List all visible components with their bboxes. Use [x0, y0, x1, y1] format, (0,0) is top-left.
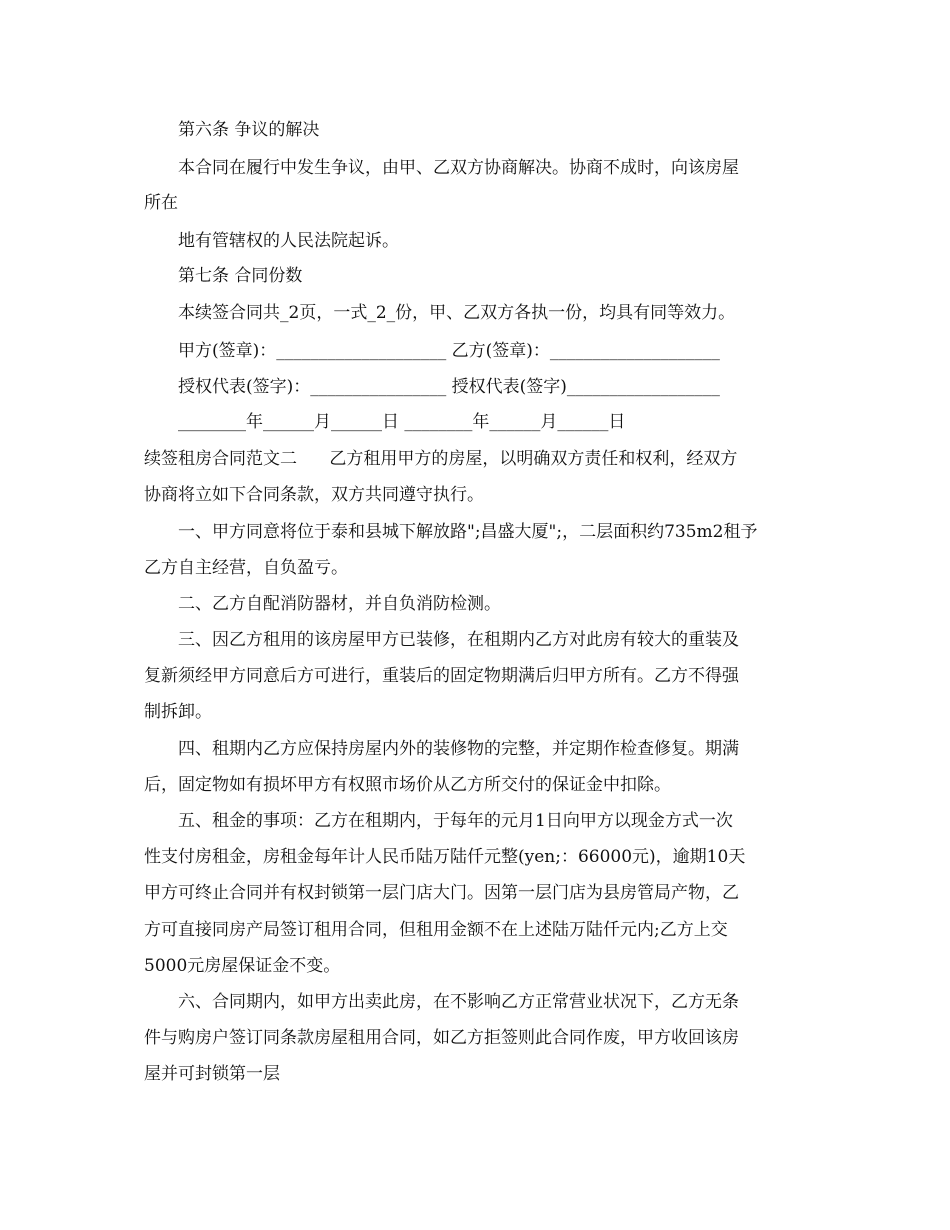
paragraph-line: 本合同在履行中发生争议，由甲、乙双方协商解决。协商不成时，向该房屋 — [178, 158, 739, 178]
paragraph-line: 五、租金的事项：乙方在租期内，于每年的元月1日向甲方以现金方式一次 — [178, 811, 733, 831]
paragraph-line: 屋并可封锁第一层 — [144, 1064, 280, 1084]
paragraph-line: 制拆卸。 — [144, 702, 212, 722]
signature-line-party: 甲方(签章)：____________________ 乙方(签章)：____________________ — [178, 341, 720, 361]
paragraph-line: 一、甲方同意将位于泰和县城下解放路";昌盛大厦";，二层面积约735m2租予 — [178, 522, 758, 542]
paragraph-line: 二、乙方自配消防器材，并自负消防检测。 — [178, 594, 501, 614]
paragraph-line: 续签租房合同范文二 乙方租用甲方的房屋，以明确双方责任和权利，经双方 — [144, 449, 738, 469]
paragraph-line: 地有管辖权的人民法院起诉。 — [178, 231, 399, 251]
paragraph-line: 甲方可终止合同并有权封锁第一层门店大门。因第一层门店为县房管局产物，乙 — [144, 883, 739, 903]
paragraph-line: 乙方自主经营，自负盈亏。 — [144, 558, 348, 578]
paragraph-line: 性支付房租金，房租金每年计人民币陆万陆仟元整(yen;：66000元)，逾期10天 — [144, 847, 746, 867]
paragraph-line: 5000元房屋保证金不变。 — [144, 956, 341, 976]
paragraph-line: 所在 — [144, 193, 178, 213]
paragraph-line: 方可直接同房产局签订租用合同，但租用金额不在上述陆万陆仟元内;乙方上交 — [144, 920, 728, 940]
paragraph-line: 六、合同期内，如甲方出卖此房，在不影响乙方正常营业状况下，乙方无条 — [178, 992, 739, 1012]
paragraph-line: 后，固定物如有损坏甲方有权照市场价从乙方所交付的保证金中扣除。 — [144, 775, 671, 795]
paragraph-line: 协商将立如下合同条款，双方共同遵守执行。 — [144, 485, 484, 505]
paragraph-line: 件与购房户签订同条款房屋租用合同，如乙方拒签则此合同作废，甲方收回该房 — [144, 1028, 739, 1048]
paragraph-line: 复新须经甲方同意后方可进行，重装后的固定物期满后归甲方所有。乙方不得强 — [144, 666, 739, 686]
date-line: ________年______月______日 ________年______月______日 — [178, 412, 626, 432]
paragraph-line: 三、因乙方租用的该房屋甲方已装修，在租期内乙方对此房有较大的重装及 — [178, 630, 739, 650]
signature-line-representative: 授权代表(签字)：________________ 授权代表(签字)__________________ — [178, 377, 720, 397]
paragraph-line: 本续签合同共_2页，一式_2_份，甲、乙双方各执一份，均具有同等效力。 — [178, 303, 736, 323]
section-heading-copies: 第七条 合同份数 — [178, 266, 303, 286]
section-heading-dispute: 第六条 争议的解决 — [178, 120, 320, 140]
paragraph-line: 四、租期内乙方应保持房屋内外的装修物的完整，并定期作检查修复。期满 — [178, 739, 739, 759]
